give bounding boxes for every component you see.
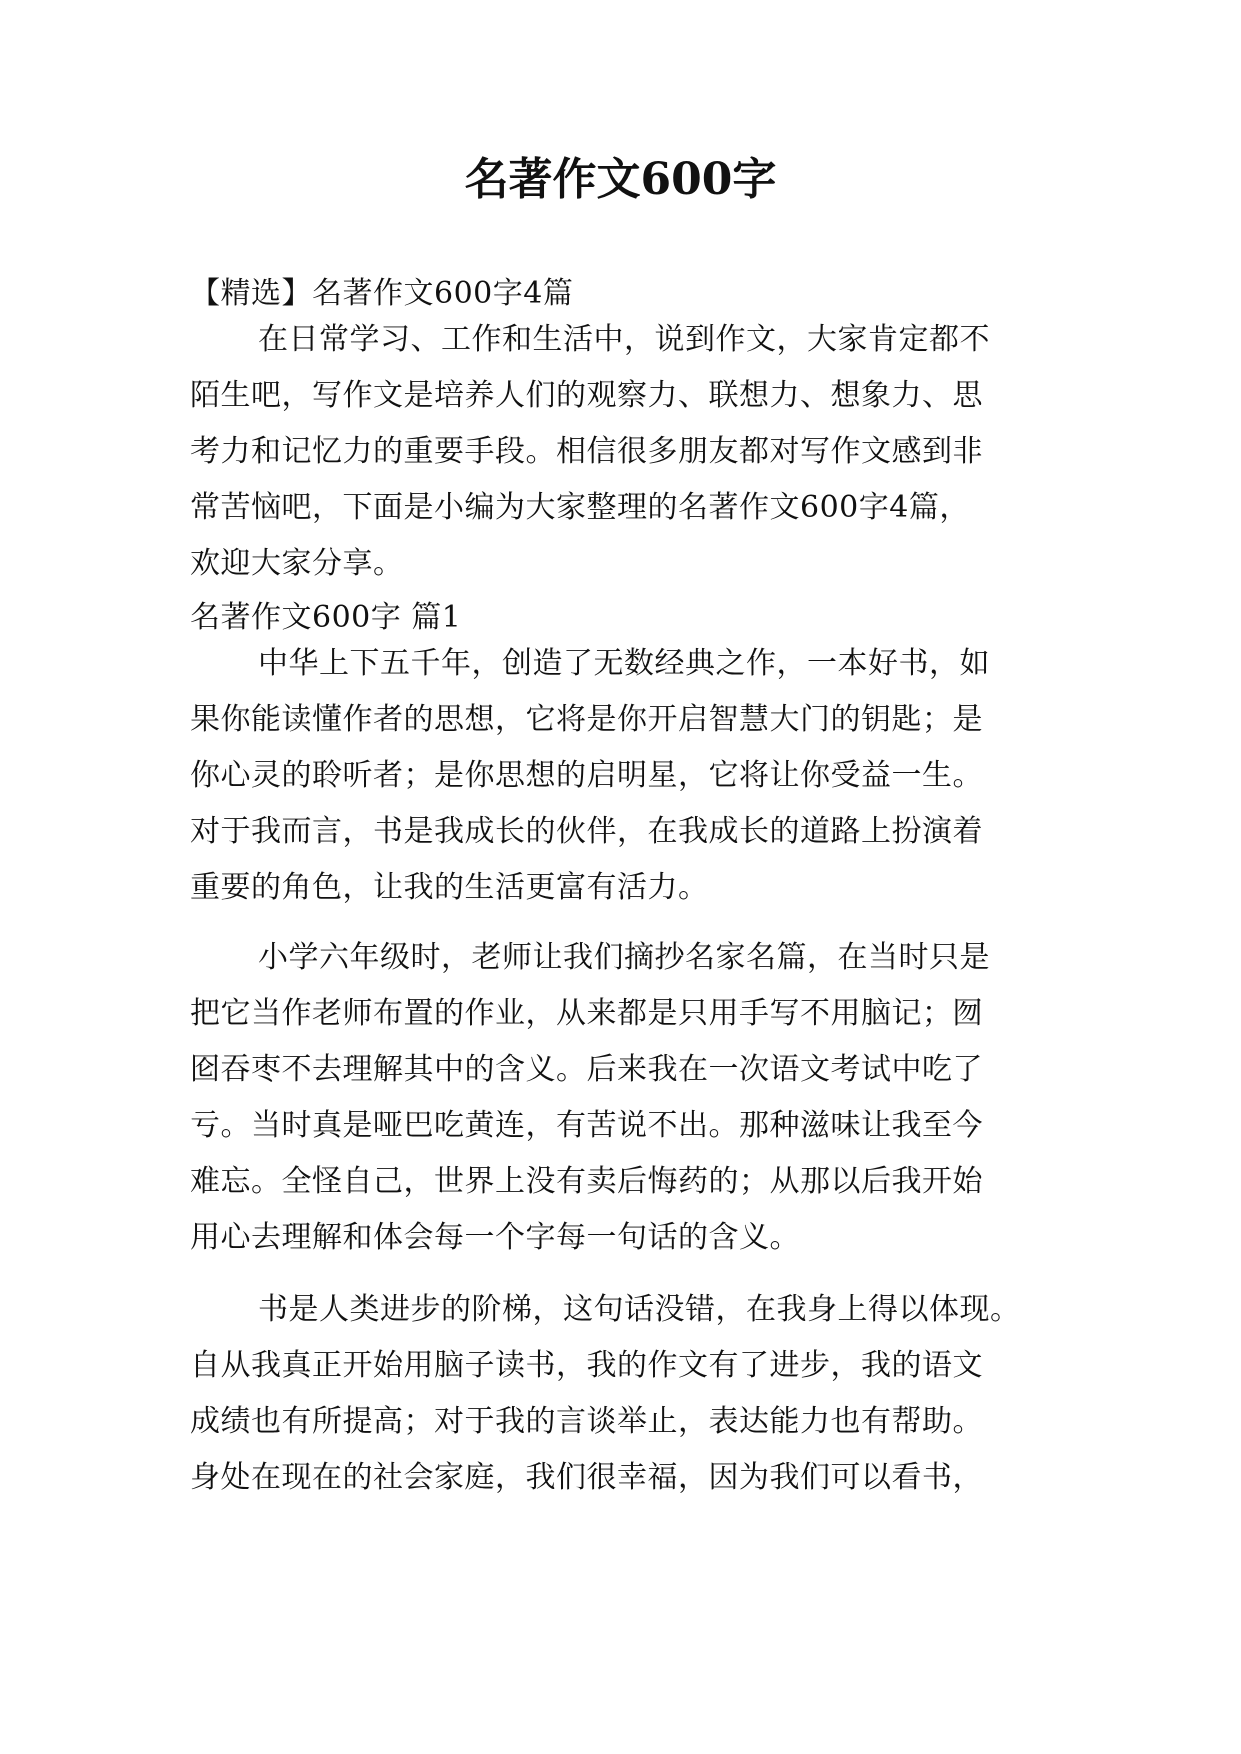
text-line: 欢迎大家分享。 [190,546,404,581]
text-line: 中华上下五千年，创造了无数经典之作，一本好书，如 [258,646,990,681]
text-line: 书是人类进步的阶梯，这句话没错，在我身上得以体现。 [258,1292,1021,1327]
text-line: 在日常学习、工作和生活中，说到作文，大家肯定都不 [258,322,990,357]
subtitle: 【精选】名著作文600字4篇 [190,276,574,311]
text-line: 陌生吧，写作文是培养人们的观察力、联想力、想象力、思 [190,378,983,413]
text-line: 常苦恼吧，下面是小编为大家整理的名著作文600字4篇， [190,490,970,525]
page-title: 名著作文600字 [464,154,777,205]
text-line: 囵吞枣不去理解其中的含义。后来我在一次语文考试中吃了 [190,1052,983,1087]
text-line: 小学六年级时，老师让我们摘抄名家名篇，在当时只是 [258,940,990,975]
text-line: 把它当作老师布置的作业，从来都是只用手写不用脑记；囫 [190,996,983,1031]
text-line: 用心去理解和体会每一个字每一句话的含义。 [190,1220,800,1255]
text-line: 身处在现在的社会家庭，我们很幸福，因为我们可以看书， [190,1460,983,1495]
text-line: 成绩也有所提高；对于我的言谈举止，表达能力也有帮助。 [190,1404,983,1439]
text-line: 亏。当时真是哑巴吃黄连，有苦说不出。那种滋味让我至今 [190,1108,983,1143]
text-line: 自从我真正开始用脑子读书，我的作文有了进步，我的语文 [190,1348,983,1383]
text-line: 果你能读懂作者的思想，它将是你开启智慧大门的钥匙；是 [190,702,983,737]
text-line: 对于我而言，书是我成长的伙伴，在我成长的道路上扮演着 [190,814,983,849]
text-line: 你心灵的聆听者；是你思想的启明星，它将让你受益一生。 [190,758,983,793]
section-heading: 名著作文600字 篇1 [190,600,462,635]
text-line: 重要的角色，让我的生活更富有活力。 [190,870,709,905]
text-line: 考力和记忆力的重要手段。相信很多朋友都对写作文感到非 [190,434,983,469]
text-line: 难忘。全怪自己，世界上没有卖后悔药的；从那以后我开始 [190,1164,983,1199]
